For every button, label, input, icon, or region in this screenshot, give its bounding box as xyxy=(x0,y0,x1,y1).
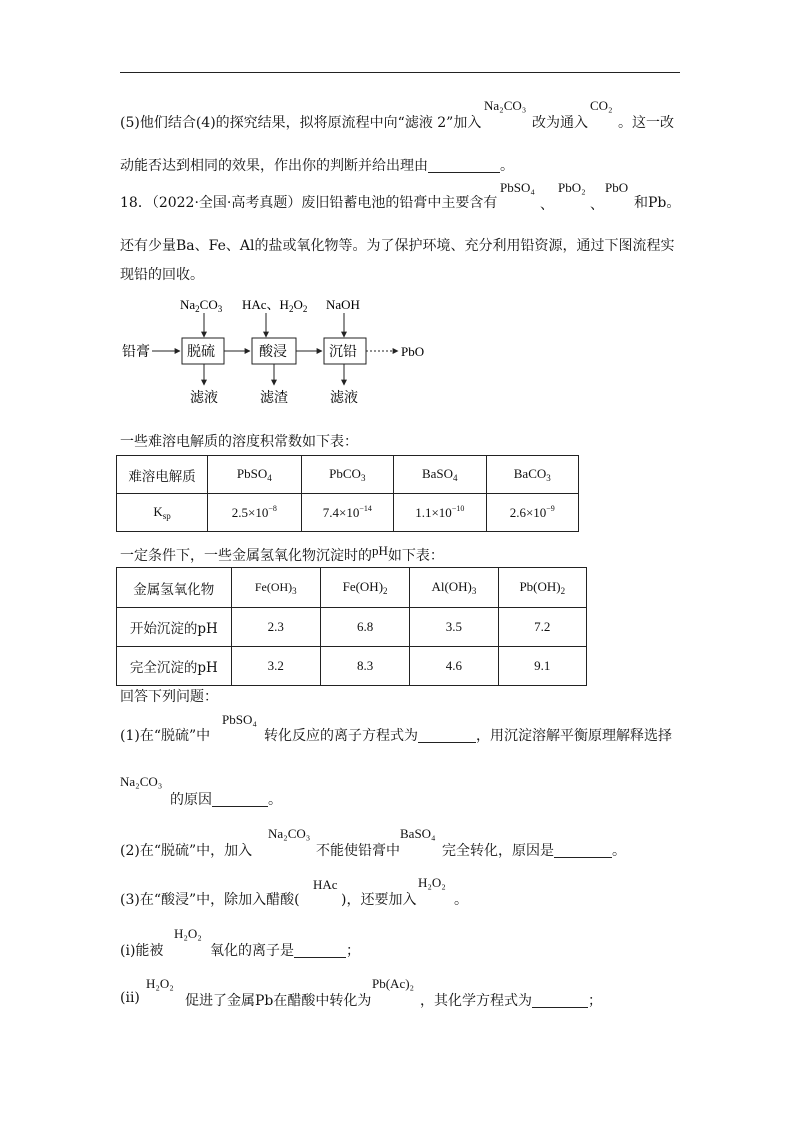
sub1-formula-na2co3: Na₂CO₃ xyxy=(120,774,163,789)
flow-product: PbO xyxy=(401,344,425,359)
table-cell: 8.3 xyxy=(320,647,409,686)
sub3-a: (3)在“酸浸”中，除加入醋酸( xyxy=(120,892,300,908)
table-cell: 3.5 xyxy=(410,608,498,647)
flow-input: 铅膏 xyxy=(122,345,150,360)
sub3i-line xyxy=(210,940,360,960)
flow-output-3: 滤液 xyxy=(330,391,358,406)
sub2-formula-baso4: BaSO₄ xyxy=(400,826,436,841)
flow-reagent-3: NaOH xyxy=(326,297,360,312)
table-row xyxy=(117,647,587,686)
table2-caption-ph: pH xyxy=(372,543,388,558)
table-header-cell: BaSO$_4$ xyxy=(394,456,486,494)
answer-blank[interactable] xyxy=(428,158,500,173)
table-row-label: $K_{sp}$ xyxy=(117,494,208,532)
q5-formula-na2co3: Na₂CO₃ xyxy=(484,98,527,113)
sub3-formula-h2o2: H₂O₂ xyxy=(418,875,446,890)
sub2-d: 。 xyxy=(612,843,626,859)
q5-line2 xyxy=(120,155,514,175)
q18-formula-pbo: PbO xyxy=(605,180,629,195)
ph-table xyxy=(116,567,587,686)
header-rule xyxy=(120,72,680,73)
table-cell: 7.2 xyxy=(498,608,586,647)
table-cell: 2.3 xyxy=(231,608,320,647)
table-cell: $7.4\times 10^{-14}$ xyxy=(301,494,393,532)
flow-output-2: 滤渣 xyxy=(260,391,288,406)
sub3ii-line xyxy=(420,990,602,1010)
sub2-line xyxy=(442,840,626,860)
table-header-cell: $Pb(OH)_2$ xyxy=(498,568,586,608)
sub1-b: 转化反应的离子方程式为 xyxy=(264,728,418,744)
table-row xyxy=(117,608,587,647)
table1-caption: 一些难溶电解质的溶度积常数如下表： xyxy=(120,434,358,450)
flow-step-1: 脱硫 xyxy=(187,345,215,360)
table-cell: $2.5\times 10^{-8}$ xyxy=(208,494,301,532)
sub1-d: 的原因 xyxy=(170,792,212,808)
table-cell: 4.6 xyxy=(410,647,498,686)
sub3-formula-hac: HAc xyxy=(313,877,338,892)
flow-step-3: 沉铅 xyxy=(329,345,357,360)
sub3-c: 。 xyxy=(454,892,468,908)
answer-intro: 回答下列问题： xyxy=(120,689,218,705)
sub3ii-c: ，其化学方程式为 xyxy=(420,993,532,1009)
answer-blank[interactable] xyxy=(532,993,588,1008)
sub3ii-formula-h2o2: H₂O₂ xyxy=(146,976,174,991)
sub1-a: (1)在“脱硫”中 xyxy=(120,728,211,744)
flow-reagent-1: $Na_2CO_3$ xyxy=(180,297,223,314)
q5-line2-text: 动能否达到相同的效果，作出你的判断并给出理由 xyxy=(120,158,428,174)
sub2-formula-na2co3: Na₂CO₃ xyxy=(268,826,311,841)
sub3i-c: ； xyxy=(346,943,360,959)
table2-caption-b: 如下表： xyxy=(387,548,444,564)
flow-reagent-2: HAc、$H_2O_2$ xyxy=(242,297,308,314)
table-header-cell: 金属氢氧化物 xyxy=(117,568,232,608)
table-header-cell: $Al(OH)_3$ xyxy=(410,568,498,608)
answer-blank[interactable] xyxy=(418,728,476,743)
sub2-a: (2)在“脱硫”中，加入 xyxy=(120,843,253,859)
table-header-cell: PbCO$_3$ xyxy=(301,456,393,494)
table2-caption xyxy=(120,543,444,565)
sub3-b: )，还要加入 xyxy=(341,892,417,908)
table-cell: 9.1 xyxy=(498,647,586,686)
ksp-table xyxy=(116,455,579,532)
q5-line1-b: 改为通入 xyxy=(532,115,588,131)
sub1-line1 xyxy=(264,725,672,745)
table-header-cell: $Fe(OH)_3$ xyxy=(231,568,320,608)
q18-line1-b: 和Pb。 xyxy=(634,195,681,211)
sub1-formula-pbso4: PbSO₄ xyxy=(222,712,257,727)
q18-line2: 还有少量Ba、Fe、Al的盐或氧化物等。为了保护环境、充分利用铅资源，通过下图流程实 xyxy=(120,238,675,254)
table-row-label: 完全沉淀的pH xyxy=(117,647,232,686)
table-header-cell: 难溶电解质 xyxy=(117,456,208,494)
table-cell: $2.6\times 10^{-9}$ xyxy=(486,494,578,532)
table-row xyxy=(117,494,579,532)
q18-line1-a: 18．（2022·全国·高考真题）废旧铅蓄电池的铅膏中主要含有 xyxy=(120,195,498,211)
table-cell: $1.1\times 10^{-10}$ xyxy=(394,494,486,532)
flow-output-1: 滤液 xyxy=(190,391,218,406)
table-header-cell: PbSO$_4$ xyxy=(208,456,301,494)
q18-formula-pbo2: PbO₂ xyxy=(558,180,586,195)
table-header-cell: $Fe(OH)_2$ xyxy=(320,568,409,608)
q5-line1-a: (5)他们结合(4)的探究结果，拟将原流程中向“滤液 2”加入 xyxy=(120,115,482,131)
q18-formula-pbso4: PbSO₄ xyxy=(500,180,535,195)
q5-line2-end: 。 xyxy=(500,158,514,174)
q5-line1-c: 。这一改 xyxy=(618,115,674,131)
table-cell: 6.8 xyxy=(320,608,409,647)
sub3i-b: 氧化的离子是 xyxy=(210,943,294,959)
sub2-c: 完全转化，原因是 xyxy=(442,843,554,859)
flow-step-2: 酸浸 xyxy=(259,345,287,360)
sub3ii-b: 促进了金属Pb在醋酸中转化为 xyxy=(185,993,372,1009)
q18-sep2: 、 xyxy=(590,197,604,213)
table-cell: 3.2 xyxy=(231,647,320,686)
table-row xyxy=(117,456,579,494)
q18-line3: 现铅的回收。 xyxy=(120,267,204,283)
answer-blank[interactable] xyxy=(212,792,268,807)
sub3ii-formula-pbac2: Pb(Ac)₂ xyxy=(372,976,415,991)
answer-blank[interactable] xyxy=(294,943,346,958)
q5-formula-co2: CO₂ xyxy=(590,98,613,113)
sub1-e: 。 xyxy=(268,792,282,808)
sub1-line2 xyxy=(170,789,282,809)
table-header-cell: BaCO$_3$ xyxy=(486,456,578,494)
process-flow-diagram xyxy=(120,295,440,407)
answer-blank[interactable] xyxy=(554,843,612,858)
sub2-b: 不能使铅膏中 xyxy=(316,843,400,859)
sub3ii-a: (ⅱ) xyxy=(120,990,140,1006)
table-row-label: 开始沉淀的pH xyxy=(117,608,232,647)
sub3ii-d: ； xyxy=(588,993,602,1009)
sub3i-a: (ⅰ)能被 xyxy=(120,943,164,959)
table-row xyxy=(117,568,587,608)
table2-caption-a: 一定条件下，一些金属氢氧化物沉淀时的 xyxy=(120,548,372,564)
q18-sep1: 、 xyxy=(540,197,554,213)
sub1-c: ，用沉淀溶解平衡原理解释选择 xyxy=(476,728,672,744)
sub3i-formula-h2o2: H₂O₂ xyxy=(174,926,202,941)
